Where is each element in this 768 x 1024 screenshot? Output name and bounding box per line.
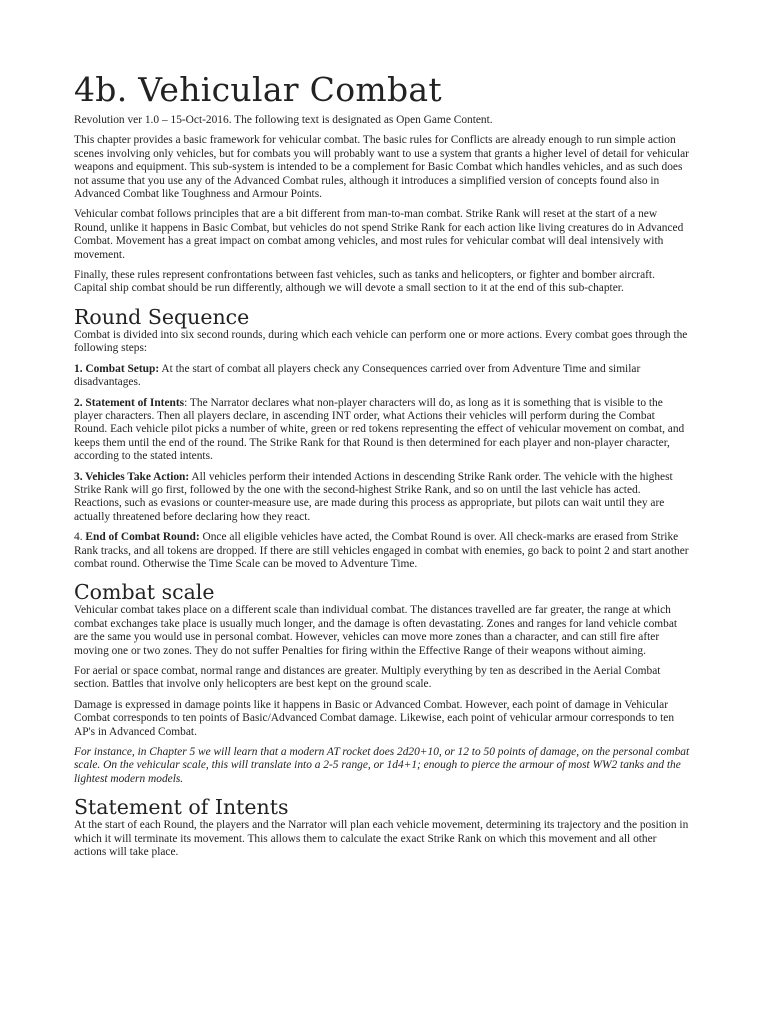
combat-scale-paragraph-3: Damage is expressed in damage points like it happens in Basic or Advanced Combat. However, each point of damage in Vehicular Combat corresponds to ten points of Basic/Advanced Combat damage. Likewise, each point of vehicular armour corresponds to ten AP's in Advanced Combat. [74, 698, 675, 738]
step-1-text: At the start of combat all players check any Consequences carried over from Adventure Time and similar disadvantages. [74, 362, 641, 389]
version-note: Revolution ver 1.0 – 15-Oct-2016. The following text is designated as Open Game Content. [74, 114, 493, 126]
statement-of-intents-paragraph-1: At the start of each Round, the players and the Narrator will plan each vehicle movement, determining its trajectory and the position in which it will terminate its movement. This allows them to calculate the exact Strike Rank on which this movement and all other actions will take place. [74, 819, 689, 859]
intro-paragraph-1: This chapter provides a basic framework for vehicular combat. The basic rules for Conflicts are already enough to run simple action scenes involving only vehicles, but for combats you will probably want to use a system that grants a higher level of detail for vehicular weapons and equipment. This sub-system is intended to be a complement for Basic Combat which handles vehicles, and as such does not assume that you use any of the Advanced Combat rules, although it introduces a simplified version of concepts found also in Advanced Combat like Toughness and Armour Points. [74, 134, 689, 201]
step-1-label: 1. Combat Setup: [74, 362, 160, 375]
step-2 [74, 397, 690, 464]
intro-paragraph-2: Vehicular combat follows principles that are a bit different from man-to-man combat. Strike Rank will reset at the start of a new Round, unlike it happens in Basic Combat, but vehicles do not spend Strike Rank for each action like living creatures do in Advanced Combat. Movement has a great impact on combat among vehicles, and most rules for vehicular combat will deal intensively with movement. [74, 208, 684, 261]
step-2-text: : The Narrator declares what non-player characters will do, as long as it is something that is visible to the player characters. Then all players declare, in ascending INT order, what Actions their vehicles will perform during the Combat Round. Each vehicle pilot picks a number of white, green or red tokens representing the effect of vehicular movement on combat, and keeps them until the end of the round. The Strike Rank for that Round is then determined for each player and non-player character, according to the stated intents. [74, 396, 685, 463]
step-1 [74, 363, 690, 390]
step-4-text: Once all eligible vehicles have acted, the Combat Round is over. All check-marks are erased from Strike Rank tracks, and all tokens are dropped. If there are still vehicles engaged in combat with enemies, go back to point 2 and start another combat round. Otherwise the Time Scale can be moved to Adventure Time. [74, 531, 689, 570]
step-3 [74, 471, 690, 525]
intro-paragraph-3: Finally, these rules represent confrontations between fast vehicles, such as tanks and helicopters, or fighter and bomber aircraft. Capital ship combat should be run differently, although we will devote a small section to it at the end of this sub-chapter. [74, 269, 655, 295]
step-3-label: 3. Vehicles Take Action: [74, 470, 190, 483]
combat-scale-heading: Combat scale [74, 580, 215, 605]
combat-scale-paragraph-1: Vehicular combat takes place on a different scale than individual combat. The distances travelled are far greater, the range at which combat exchanges take place is usually much longer, and the damage is often devastating. Zones and ranges for land vehicle combat are the same you would use in personal combat. However, vehicles can move more zones than a character, and can still fire after moving one or two zones. They do not suffer Penalties for firing within the Effective Range of their weapons without aiming. [74, 604, 678, 657]
step-4 [74, 531, 690, 571]
document-page [74, 70, 690, 866]
combat-scale-paragraph-2: For aerial or space combat, normal range and distances are greater. Multiply everything by ten as described in the Aerial Combat section. Battles that involve only helicopters are best kept on the ground scale. [74, 665, 661, 691]
step-2-label: 2. Statement of Intents [74, 396, 185, 409]
step-4-label: End of Combat Round: [85, 531, 200, 544]
chapter-title: 4b. Vehicular Combat [74, 70, 442, 109]
step-3-text: All vehicles perform their intended Actions in descending Strike Rank order. The vehicle with the highest Strike Rank will go first, followed by the one with the second-highest Strike Rank, and so on until the last vehicle has acted. Reactions, such as evasions or counter-measure use, are made during this process as appropriate, but pilots can wait until they are actually threatened before declaring how they react. [74, 470, 673, 523]
step-4-prefix: 4. [74, 531, 86, 544]
statement-of-intents-heading: Statement of Intents [74, 795, 289, 820]
round-sequence-intro: Combat is divided into six second rounds, during which each vehicle can perform one or more actions. Every combat goes through the following steps: [74, 328, 688, 355]
combat-scale-example: For instance, in Chapter 5 we will learn that a modern AT rocket does 2d20+10, or 12 to 50 points of damage, on the personal combat scale. On the vehicular scale, this will translate into a 2-5 range, or 1d4+1; enough to pierce the armour of most WW2 tanks and the lightest modern models. [74, 746, 690, 785]
round-sequence-heading: Round Sequence [74, 304, 250, 329]
